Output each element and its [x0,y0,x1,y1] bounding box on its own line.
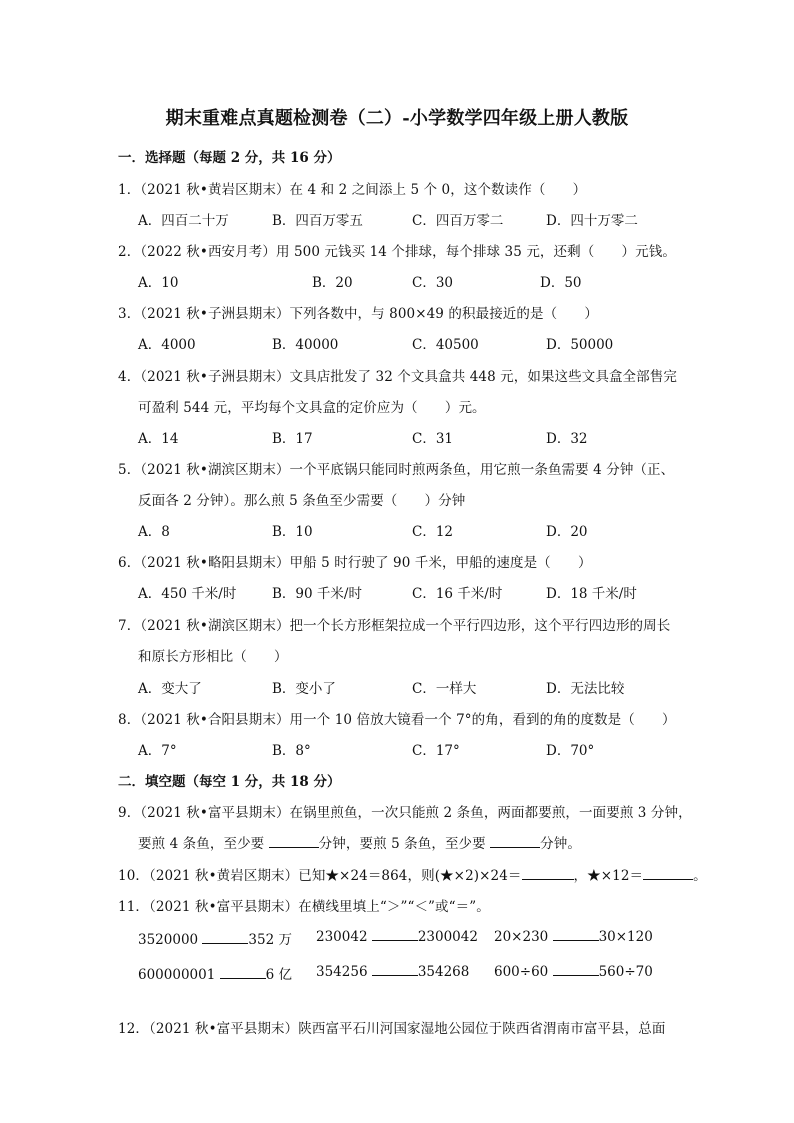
compare-item [138,928,292,948]
compare-left: 20×230 [494,929,553,945]
compare-left: 600÷60 [494,964,553,980]
question-7-cont: 和原长方形相比（ ） [138,649,288,665]
question-8: 8．（2021 秋•合阳县期末）用一个 10 倍放大镜看一个 7°的角，看到的角的度数是（ ） [118,712,676,728]
option-a[interactable]: A．4000 [138,337,196,353]
question-5: 5．（2021 秋•湖滨区期末）一个平底锅只能同时煎两条鱼，用它煎一条鱼需要 4 分钟（正、 [118,462,675,478]
answer-blank[interactable] [220,966,266,979]
question-12: 12．（2021 秋•富平县期末）陕西富平石川河国家湿地公园位于陕西省渭南市富平县，总面 [118,1021,666,1037]
option-b[interactable]: B．90 千米/时 [272,586,362,602]
question-7: 7．（2021 秋•湖滨区期末）把一个长方形框架拉成一个平行四边形，这个平行四边形的周长 [118,618,671,634]
answer-blank[interactable] [372,963,418,976]
compare-right: 352 万 [248,932,292,948]
option-d[interactable]: D．70° [546,743,595,759]
option-c[interactable]: C．四百万零二 [412,213,504,229]
option-d[interactable]: D．无法比较 [546,681,625,697]
compare-right: 2300042 [417,929,478,945]
answer-blank[interactable] [553,928,599,941]
question-5-cont: 反面各 2 分钟）。那么煎 5 条鱼至少需要（ ）分钟 [138,493,466,509]
compare-item [494,928,653,945]
option-b[interactable]: B．17 [272,431,313,447]
option-d[interactable]: D．18 千米/时 [546,586,637,602]
compare-left: 230042 [316,929,372,945]
option-a[interactable]: A．8 [138,524,170,540]
answer-blank[interactable] [522,867,574,880]
option-d[interactable]: D．20 [546,524,588,540]
compare-right: 560÷70 [598,964,653,980]
option-c[interactable]: C．30 [412,275,454,291]
option-a[interactable]: A．450 千米/时 [138,586,237,602]
compare-item [138,963,292,983]
question-11: 11．（2021 秋•富平县期末）在横线里填上“＞”“＜”或“＝”。 [118,899,490,915]
option-d[interactable]: D．50000 [546,337,614,353]
option-b[interactable]: B．8° [272,743,311,759]
answer-blank[interactable] [643,867,693,880]
option-d[interactable]: D．50 [540,275,582,291]
compare-right: 354268 [417,964,470,980]
answer-blank[interactable] [553,963,599,976]
question-3: 3．（2021 秋•子洲县期末）下列各数中，与 800×49 的积最接近的是（ ） [118,306,598,322]
compare-item [494,963,653,980]
compare-left: 3520000 [138,932,203,948]
q10-text-a: 10．（2021 秋•黄岩区期末）已知★×24＝864，则(★×2)×24＝ [118,868,522,884]
option-c[interactable]: C．12 [412,524,454,540]
section-heading-fill: 二．填空题（每空 1 分，共 18 分） [118,774,341,790]
option-b[interactable]: B．20 [312,275,353,291]
q9-text-c: 分钟。 [540,836,581,852]
question-6: 6．（2021 秋•略阳县期末）甲船 5 时行驶了 90 千米，甲船的速度是（ ） [118,555,592,571]
answer-blank[interactable] [490,835,540,848]
option-b[interactable]: B．40000 [272,337,339,353]
compare-left: 354256 [316,964,372,980]
q9-text-a: 要煎 4 条鱼，至少要 [138,836,269,852]
option-b[interactable]: B．四百万零五 [272,213,363,229]
option-c[interactable]: C．40500 [412,337,479,353]
q10-text-c: 。 [693,868,707,884]
compare-right: 6 亿 [265,967,292,983]
option-c[interactable]: C．16 千米/时 [412,586,503,602]
q9-text-b: 分钟，要煎 5 条鱼，至少要 [318,836,491,852]
option-d[interactable]: D．四十万零二 [546,213,638,229]
question-1: 1．（2021 秋•黄岩区期末）在 4 和 2 之间添上 5 个 0，这个数读作（ ） [118,182,587,198]
section-heading-choice: 一．选择题（每题 2 分，共 16 分） [118,150,341,166]
option-c[interactable]: C．一样大 [412,681,477,697]
option-a[interactable]: A．变大了 [138,681,202,697]
compare-item [316,928,478,945]
question-2: 2．（2022 秋•西安月考）用 500 元钱买 14 个排球，每个排球 35 元，还剩（ ）元钱。 [118,244,676,260]
option-a[interactable]: A．四百二十万 [138,213,229,229]
question-10 [118,864,707,884]
question-4: 4．（2021 秋•子洲县期末）文具店批发了 32 个文具盒共 448 元，如果这些文具盒全部售完 [118,369,677,385]
page-title: 期末重难点真题检测卷（二）-小学数学四年级上册人教版 [165,108,629,129]
option-a[interactable]: A．7° [138,743,177,759]
option-a[interactable]: A．14 [138,431,179,447]
option-a[interactable]: A．10 [138,275,179,291]
option-d[interactable]: D．32 [546,431,588,447]
compare-right: 30×120 [598,929,653,945]
q10-text-b: ，★×12＝ [573,868,644,884]
option-c[interactable]: C．17° [412,743,460,759]
option-c[interactable]: C．31 [412,431,454,447]
answer-blank[interactable] [269,835,319,848]
question-9-cont [138,832,581,852]
answer-blank[interactable] [372,928,418,941]
compare-item [316,963,469,980]
question-9: 9．（2021 秋•富平县期末）在锅里煎鱼，一次只能煎 2 条鱼，两面都要煎，一面要煎 3 分钟， [118,805,692,821]
option-b[interactable]: B．变小了 [272,681,336,697]
question-4-cont: 可盈利 544 元，平均每个文具盒的定价应为（ ）元。 [138,400,486,416]
compare-left: 600000001 [138,967,220,983]
option-b[interactable]: B．10 [272,524,313,540]
answer-blank[interactable] [202,931,248,944]
